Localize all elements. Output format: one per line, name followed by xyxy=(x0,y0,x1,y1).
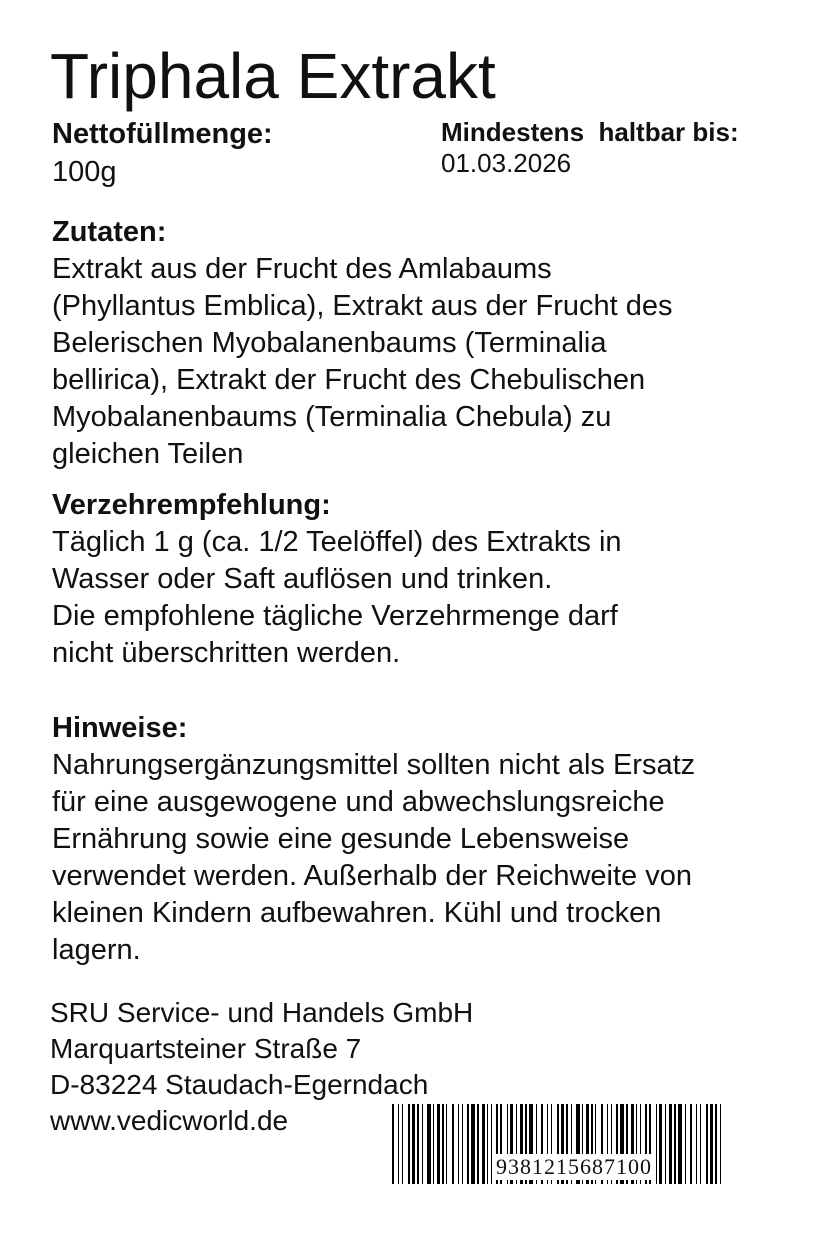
barcode-bar xyxy=(696,1104,697,1184)
barcode-bar xyxy=(412,1104,415,1184)
notes-line: für eine ausgewogene und abwechslungsreiche xyxy=(52,786,665,818)
barcode-bar xyxy=(437,1104,440,1184)
notes-section xyxy=(52,710,812,969)
recommendation-line: Wasser oder Saft auflösen und trinken. xyxy=(52,563,553,595)
barcode-bar xyxy=(471,1104,475,1184)
barcode-bar xyxy=(467,1104,469,1184)
barcode-bar xyxy=(442,1104,444,1184)
company-name: SRU Service- und Handels GmbH xyxy=(50,997,474,1028)
barcode-bar xyxy=(665,1104,666,1184)
notes-label: Hinweise: xyxy=(52,712,188,744)
barcode-bar xyxy=(408,1104,410,1184)
barcode-bar xyxy=(462,1104,463,1184)
product-title: Triphala Extrakt xyxy=(50,40,496,112)
barcode-bar xyxy=(659,1104,662,1184)
barcode-number: 9381215687100 xyxy=(492,1154,656,1180)
best-before-value: 01.03.2026 xyxy=(441,148,572,178)
net-quantity-value: 100g xyxy=(52,156,117,188)
barcode-bar xyxy=(458,1104,459,1184)
notes-text xyxy=(52,747,812,969)
ingredients-line: bellirica), Extrakt der Frucht des Chebulischen xyxy=(52,364,646,396)
barcode-bar xyxy=(710,1104,713,1184)
barcode-bar xyxy=(690,1104,692,1184)
barcode-bar xyxy=(477,1104,479,1184)
barcode-bar xyxy=(678,1104,682,1184)
recommendation-line: nicht überschritten werden. xyxy=(52,637,401,669)
ingredients-line: Extrakt aus der Frucht des Amlabaums xyxy=(52,253,552,285)
barcode-bar xyxy=(482,1104,485,1184)
barcode-bar xyxy=(422,1104,423,1184)
recommendation-text xyxy=(52,524,812,672)
ingredients-line: (Phyllantus Emblica), Extrakt aus der Frucht des xyxy=(52,290,673,322)
notes-line: kleinen Kindern aufbewahren. Kühl und trocken xyxy=(52,897,662,929)
company-city: D-83224 Staudach-Egerndach xyxy=(50,1069,429,1100)
notes-line: verwendet werden. Außerhalb der Reichweite von xyxy=(52,860,692,892)
barcode-bar xyxy=(446,1104,447,1184)
ingredients-section xyxy=(52,214,812,473)
company-street: Marquartsteiner Straße 7 xyxy=(50,1033,362,1064)
barcode-bar xyxy=(656,1104,657,1184)
ingredients-line: Myobalanenbaums (Terminalia Chebula) zu xyxy=(52,401,612,433)
barcode-bar xyxy=(402,1104,403,1184)
barcode-bar xyxy=(685,1104,686,1184)
barcode-bar xyxy=(487,1104,488,1184)
barcode-bar xyxy=(452,1104,454,1184)
barcode-bar xyxy=(674,1104,676,1184)
ingredients-line: Belerischen Myobalanenbaums (Terminalia xyxy=(52,327,607,359)
notes-line: lagern. xyxy=(52,934,141,966)
barcode-bar xyxy=(700,1104,701,1184)
barcode-bar xyxy=(392,1104,394,1184)
barcode-bar xyxy=(417,1104,419,1184)
ingredients-label: Zutaten: xyxy=(52,216,167,248)
notes-line: Ernährung sowie eine gesunde Lebensweise xyxy=(52,823,630,855)
barcode-bar xyxy=(715,1104,717,1184)
barcode-bar xyxy=(427,1104,431,1184)
barcode-bar xyxy=(669,1104,672,1184)
barcode-bar xyxy=(398,1104,399,1184)
recommendation-section xyxy=(52,487,812,672)
ingredients-text xyxy=(52,251,812,473)
recommendation-line: Die empfohlene tägliche Verzehrmenge darf xyxy=(52,600,618,632)
barcode-bar xyxy=(433,1104,434,1184)
barcode-bar xyxy=(706,1104,708,1184)
recommendation-line: Täglich 1 g (ca. 1/2 Teelöffel) des Extrakts in xyxy=(52,526,622,558)
company-website: www.vedicworld.de xyxy=(50,1105,289,1136)
best-before-label: Mindestens haltbar bis: xyxy=(441,117,739,147)
notes-line: Nahrungsergänzungsmittel sollten nicht als Ersatz xyxy=(52,749,696,781)
net-quantity-label: Nettofüllmenge: xyxy=(52,118,273,150)
ingredients-line: gleichen Teilen xyxy=(52,438,244,470)
barcode-bar xyxy=(720,1104,721,1184)
recommendation-label: Verzehrempfehlung: xyxy=(52,489,331,521)
